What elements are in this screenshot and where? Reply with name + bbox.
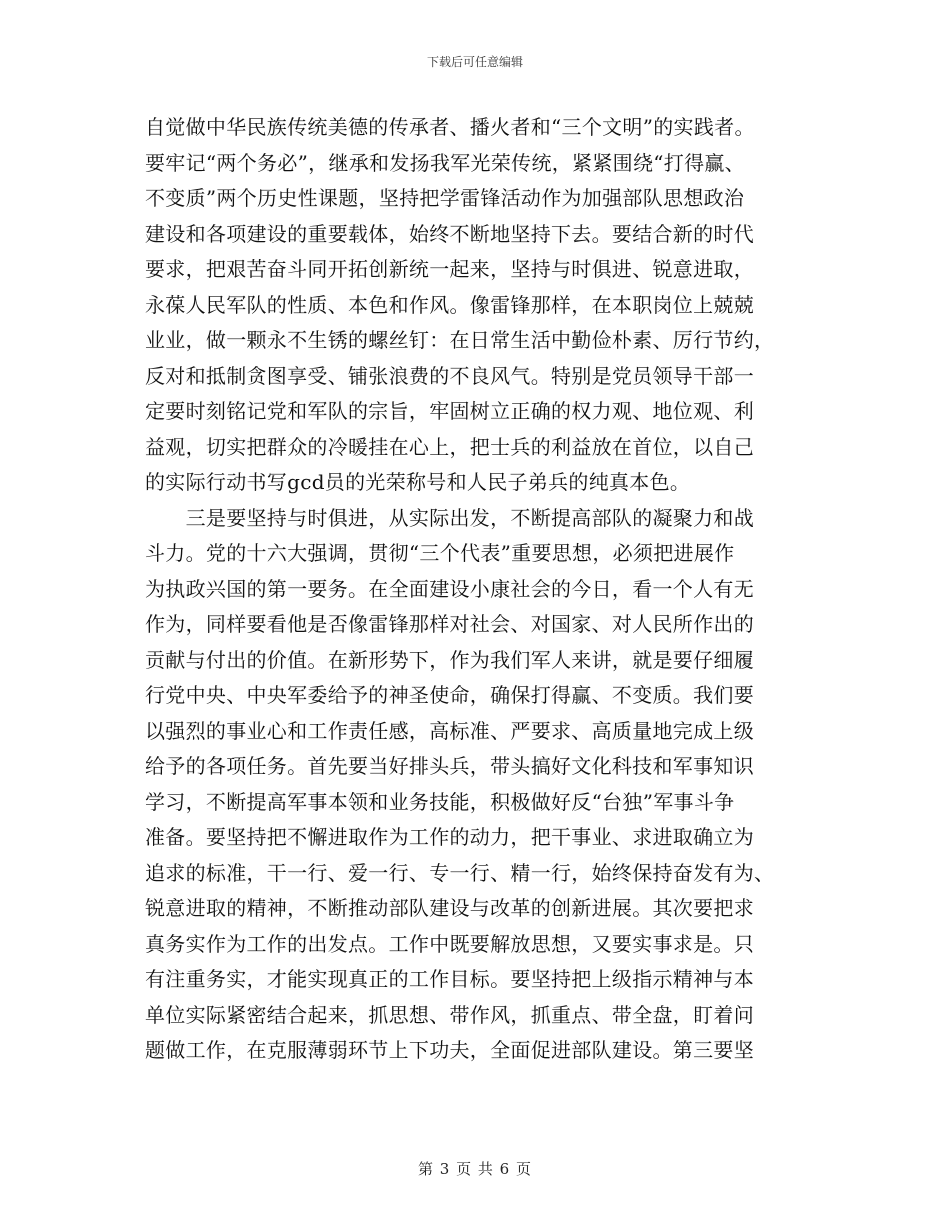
text-line: 自觉做中华民族传统美德的传承者、播火者和“三个文明”的实践者。	[145, 115, 755, 139]
text-line: 题做工作，在克服薄弱环节上下功夫，全面促进部队建设。第三要坚	[145, 1038, 754, 1062]
text-line: 作为，同样要看他是否像雷锋那样对社会、对国家、对人民所作出的	[145, 612, 754, 636]
document-body	[145, 110, 805, 1069]
text-line: 定要时刻铭记党和军队的宗旨，牢固树立正确的权力观、地位观、利	[145, 399, 754, 423]
text-line: 贡献与付出的价值。在新形势下，作为我们军人来讲，就是要仔细履	[145, 647, 754, 672]
text-line: 为执政兴国的第一要务。在全面建设小康社会的今日，看一个人有无	[145, 576, 754, 601]
text-line: 以强烈的事业心和工作责任感，高标准、严要求、高质量地完成上级	[145, 718, 754, 743]
text-line: 不变质”两个历史性课题，坚持把学雷锋活动作为加强部队思想政治	[145, 186, 745, 210]
text-line: 单位实际紧密结合起来，抓思想、带作风，抓重点、带全盘，盯着问	[145, 1002, 754, 1027]
text-line: 准备。要坚持把不懈进取作为工作的动力，把干事业、求进取确立为	[145, 825, 754, 849]
page-header-note: 下载后可任意编辑	[426, 55, 523, 69]
text-line: 建设和各项建设的重要载体，始终不断地坚持下去。要结合新的时代	[145, 221, 754, 246]
text-line: 永葆人民军队的性质、本色和作风。像雷锋那样，在本职岗位上兢兢	[145, 292, 754, 317]
text-line: 的实际行动书写gcd员的光荣称号和人民子弟兵的纯真本色。	[145, 470, 691, 494]
text-line: 行党中央、中央军委给予的神圣使命，确保打得赢、不变质。我们要	[145, 683, 754, 707]
text-line: 有注重务实，才能实现真正的工作目标。要坚持把上级指示精神与本	[145, 967, 754, 991]
text-line: 给予的各项任务。首先要当好排头兵，带头搞好文化科技和军事知识	[145, 754, 754, 778]
text-line: 真务实作为工作的出发点。工作中既要解放思想，又要实事求是。只	[145, 931, 754, 956]
text-line: 追求的标准，干一行、爱一行、专一行、精一行，始终保持奋发有为、	[145, 860, 775, 885]
page-number-footer: 第 3 页 共 6 页	[418, 1160, 532, 1178]
text-line: 学习，不断提高军事本领和业务技能，积极做好反“台独”军事斗争	[145, 789, 735, 814]
text-line: 益观，切实把群众的冷暖挂在心上，把士兵的利益放在首位，以自己	[145, 434, 754, 459]
paragraph-start-line: 三是要坚持与时俱进，从实际出发，不断提高部队的凝聚力和战	[145, 505, 754, 530]
text-line: 反对和抵制贪图享受、铺张浪费的不良风气。特别是党员领导干部一	[145, 363, 754, 388]
text-line: 要牢记“两个务必”，继承和发扬我军光荣传统，紧紧围绕“打得赢、	[145, 150, 745, 175]
text-line: 斗力。党的十六大强调，贯彻“三个代表”重要思想，必须把进展作	[145, 541, 735, 565]
text-line: 要求，把艰苦奋斗同开拓创新统一起来，坚持与时俱进、锐意进取，	[145, 257, 754, 281]
text-line: 锐意进取的精神，不断推动部队建设与改革的创新进展。其次要把求	[145, 896, 754, 920]
text-line: 业业，做一颗永不生锈的螺丝钉：在日常生活中勤俭朴素、厉行节约，	[145, 328, 775, 352]
